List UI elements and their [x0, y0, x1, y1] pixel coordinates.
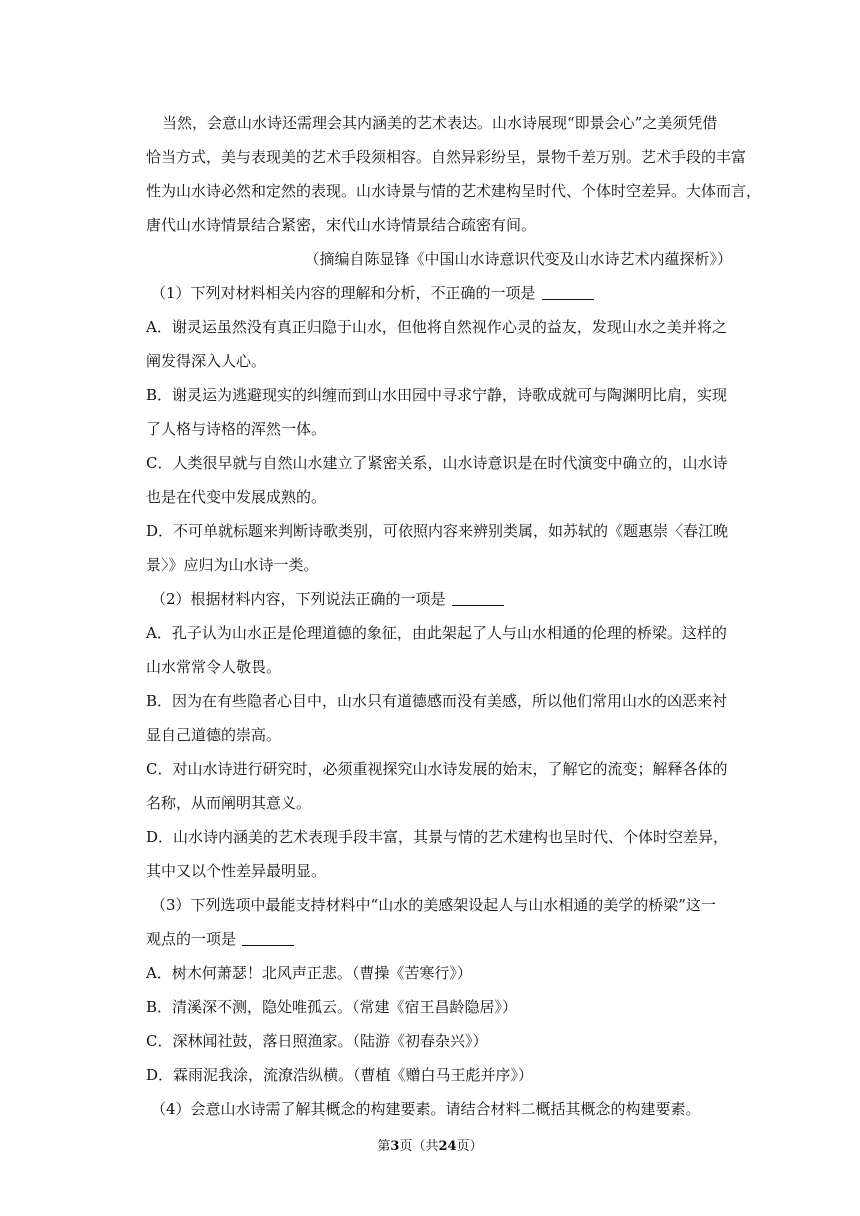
option-line: D．霖雨泥我涂，流潦浩纵横。（曹植《赠白马王彪并序》） [146, 1066, 534, 1084]
question-4-stem: （4）会意山水诗需了解其概念的构建要素。请结合材料二概括其概念的构建要素。 [151, 1100, 701, 1118]
option-line: A．谢灵运虽然没有真正归隐于山水，但他将自然视作心灵的益友，发现山水之美并将之 [146, 318, 727, 336]
option-line: 其中又以个性差异最明显。 [146, 862, 327, 880]
option-line: 也是在代变中发展成熟的。 [146, 488, 327, 506]
option-line: B．谢灵运为逃避现实的纠缠而到山水田园中寻求宁静，诗歌成就可与陶渊明比肩，实现 [146, 386, 728, 404]
question-3-stem-text: 观点的一项是 [146, 930, 237, 948]
question-1-stem [151, 276, 732, 310]
passage-line: 唐代山水诗情景结合紧密，宋代山水诗情景结合疏密有间。 [146, 216, 537, 234]
question-2-stem [151, 582, 732, 616]
option-line: 阐发得深入人心。 [146, 352, 267, 370]
option-line: 景〉》应归为山水诗一类。 [146, 556, 319, 574]
option-line: D．不可单就标题来判断诗歌类别，可依照内容来辨别类属，如苏轼的《题惠崇〈春江晚 [146, 522, 729, 540]
option-line: A．树木何萧瑟！北风声正悲。（曹操《苦寒行》） [146, 964, 472, 982]
option-line: B．清溪深不测，隐处唯孤云。（常建《宿王昌龄隐居》） [146, 998, 518, 1016]
passage-line: 性为山水诗必然和定然的表现。山水诗景与情的艺术建构呈时代、个体时空差异。大体而言， [146, 182, 762, 200]
passage-source: （摘编自陈显锋《中国山水诗意识代变及山水诗艺术内蕴探析》） [304, 250, 732, 268]
answer-blank [452, 591, 504, 606]
footer-page-number: 3 [390, 1139, 400, 1154]
question-3-stem: （3）下列选项中最能支持材料中“山水的美感架设起人与山水相通的美学的桥梁”这一 [151, 896, 716, 914]
option-line: B．因为在有些隐者心目中，山水只有道德感而没有美感，所以他们常用山水的凶恶来衬 [146, 692, 728, 710]
footer-middle: 页（共 [399, 1139, 439, 1154]
question-2-stem-text: （2）根据材料内容，下列说法正确的一项是 [151, 590, 446, 608]
option-line: 山水常常令人敬畏。 [146, 658, 282, 676]
option-line: 名称，从而阐明其意义。 [146, 794, 312, 812]
question-1-stem-text: （1）下列对材料相关内容的理解和分析，不正确的一项是 [151, 284, 536, 302]
option-line: 了人格与诗格的浑然一体。 [146, 420, 327, 438]
option-line: C．对山水诗进行研究时，必须重视探究山水诗发展的始末，了解它的流变；解释各体的 [146, 760, 728, 778]
option-line: C．深林闻社鼓，落日照渔家。（陆游《初春杂兴》） [146, 1032, 488, 1050]
option-line: 显自己道德的崇高。 [146, 726, 282, 744]
answer-blank [242, 931, 294, 946]
passage-line: 当然，会意山水诗还需理会其内涵美的艺术表达。山水诗展现“即景会心”之美须凭借 [162, 114, 718, 132]
option-line: A．孔子认为山水正是伦理道德的象征，由此架起了人与山水相通的伦理的桥梁。这样的 [146, 624, 727, 642]
question-3-stem-cont [146, 922, 732, 956]
page-content [146, 106, 762, 1126]
footer-total-pages: 24 [438, 1139, 457, 1154]
footer-suffix: 页） [456, 1139, 483, 1154]
option-line: C．人类很早就与自然山水建立了紧密关系，山水诗意识是在时代演变中确立的，山水诗 [146, 454, 728, 472]
answer-blank [542, 285, 594, 300]
option-line: D．山水诗内涵美的艺术表现手段丰富，其景与情的艺术建构也呈时代、个体时空差异， [146, 828, 729, 846]
page-footer [0, 1138, 860, 1156]
footer-prefix: 第 [377, 1139, 391, 1154]
passage-line: 恰当方式，美与表现美的艺术手段须相容。自然异彩纷呈，景物千差万别。艺术手段的丰富 [146, 148, 747, 166]
